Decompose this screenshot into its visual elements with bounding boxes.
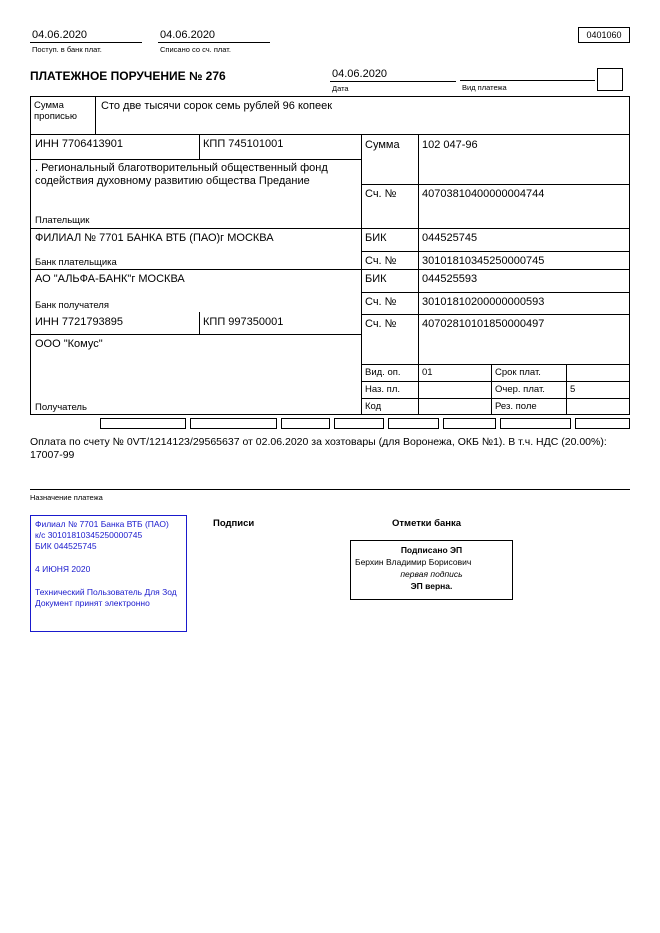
divider bbox=[31, 269, 629, 270]
vid-op-label: Вид. оп. bbox=[365, 367, 401, 378]
divider bbox=[31, 334, 361, 335]
naz-pl-label: Наз. пл. bbox=[365, 384, 400, 395]
purpose-label: Назначение платежа bbox=[30, 493, 103, 502]
sum-label: Сумма bbox=[365, 139, 400, 151]
doc-date-value: 04.06.2020 bbox=[330, 67, 456, 82]
form-field-box bbox=[388, 418, 439, 429]
bank-stamp-status: Документ принят электронно bbox=[35, 598, 150, 608]
payee-inn: ИНН 7721793895 bbox=[35, 316, 124, 328]
payment-order-table bbox=[30, 96, 630, 415]
divider bbox=[566, 364, 567, 414]
divider bbox=[199, 134, 200, 159]
payee-bank-bik-label: БИК bbox=[365, 273, 387, 285]
divider bbox=[361, 251, 629, 252]
esign-stamp bbox=[350, 540, 513, 600]
payee-account-label: Сч. № bbox=[365, 318, 397, 330]
form-field-box bbox=[500, 418, 571, 429]
divider bbox=[361, 398, 629, 399]
payee-name: ООО "Комус" bbox=[35, 338, 103, 350]
payer-kpp: КПП 745101001 bbox=[203, 138, 284, 150]
received-date-value: 04.06.2020 bbox=[30, 28, 142, 43]
divider bbox=[361, 292, 629, 293]
kod-label: Код bbox=[365, 401, 382, 412]
bank-marks-heading: Отметки банка bbox=[392, 518, 462, 529]
payer-bank-label: Банк плательщика bbox=[35, 257, 117, 268]
payer-name: . Региональный благотворительный общественный фонд содействия духовному развитию общества Предание bbox=[35, 162, 328, 187]
payer-inn: ИНН 7706413901 bbox=[35, 138, 124, 150]
bank-stamp-line: к/с 30101810345250000745 bbox=[35, 530, 143, 540]
payer-bank-name: ФИЛИАЛ № 7701 БАНКА ВТБ (ПАО)г МОСКВА bbox=[35, 232, 274, 244]
received-date-field bbox=[30, 28, 142, 54]
divider bbox=[30, 489, 630, 490]
divider bbox=[199, 312, 200, 334]
signatures-heading: Подписи bbox=[213, 518, 255, 529]
divider bbox=[95, 97, 96, 134]
esign-subtitle: первая подпись bbox=[400, 569, 463, 579]
ocher-plat-value: 5 bbox=[570, 384, 576, 395]
vid-op-value: 01 bbox=[422, 367, 433, 378]
purpose-text: Оплата по счету № 0VT/1214123/29565637 от 02.06.2020 за хозтовары (для Воронежа, ОКБ №1). В т.ч. НДС (20.00%): 17007-99 bbox=[30, 436, 607, 461]
payer-label: Плательщик bbox=[35, 215, 90, 226]
divider bbox=[361, 381, 629, 382]
debited-date-label: Списано со сч. плат. bbox=[160, 45, 231, 54]
bank-stamp-line: БИК 044525745 bbox=[35, 541, 97, 551]
divider bbox=[31, 134, 629, 135]
divider bbox=[361, 364, 629, 365]
esign-name: Берхин Владимир Борисович bbox=[355, 557, 472, 567]
payer-bank-bik: 044525745 bbox=[422, 232, 478, 244]
divider bbox=[361, 184, 629, 185]
divider bbox=[491, 364, 492, 414]
form-code-box: 0401060 bbox=[578, 27, 630, 43]
bank-stamp-date: 4 ИЮНЯ 2020 bbox=[35, 564, 91, 574]
bank-stamp-user: Технический Пользователь Для Зод bbox=[35, 587, 177, 597]
amount-words-value: Сто две тысячи сорок семь рублей 96 копеек bbox=[101, 100, 332, 112]
payee-bank-name: АО "АЛЬФА-БАНК"г МОСКВА bbox=[35, 273, 185, 285]
debited-date-field bbox=[158, 28, 270, 54]
ocher-plat-label: Очер. плат. bbox=[495, 384, 545, 395]
esign-title: Подписано ЭП bbox=[400, 545, 463, 555]
payment-kind-field bbox=[460, 67, 595, 92]
divider bbox=[31, 159, 361, 160]
payment-kind-label: Вид платежа bbox=[462, 83, 507, 92]
form-field-box bbox=[443, 418, 496, 429]
form-field-box bbox=[281, 418, 330, 429]
payee-kpp: КПП 997350001 bbox=[203, 316, 284, 328]
bank-stamp-line: Филиал № 7701 Банка ВТБ (ПАО) bbox=[35, 519, 169, 529]
payee-label: Получатель bbox=[35, 402, 87, 413]
payer-bank-account-label: Сч. № bbox=[365, 255, 397, 267]
payer-bank-bik-label: БИК bbox=[365, 232, 387, 244]
divider bbox=[361, 314, 629, 315]
payee-bank-account: 30101810200000000593 bbox=[422, 296, 545, 308]
doc-date-field bbox=[330, 67, 456, 93]
payee-bank-bik: 044525593 bbox=[422, 273, 478, 285]
form-field-box bbox=[100, 418, 186, 429]
payee-bank-account-label: Сч. № bbox=[365, 296, 397, 308]
debited-date-value: 04.06.2020 bbox=[158, 28, 270, 43]
bank-stamp bbox=[30, 515, 187, 632]
payee-bank-label: Банк получателя bbox=[35, 300, 109, 311]
esign-verified: ЭП верна. bbox=[410, 581, 453, 591]
payment-kind-box bbox=[597, 68, 623, 91]
form-field-box bbox=[575, 418, 630, 429]
form-field-box bbox=[190, 418, 277, 429]
received-date-label: Поступ. в банк плат. bbox=[32, 45, 102, 54]
form-field-box bbox=[334, 418, 384, 429]
document-title: ПЛАТЕЖНОЕ ПОРУЧЕНИЕ № 276 bbox=[30, 69, 226, 83]
payer-account-label: Сч. № bbox=[365, 188, 397, 200]
divider bbox=[418, 134, 419, 414]
payee-account: 40702810101850000497 bbox=[422, 318, 545, 330]
rez-pole-label: Рез. поле bbox=[495, 401, 537, 412]
payer-bank-account: 30101810345250000745 bbox=[422, 255, 545, 267]
payer-account: 40703810400000004744 bbox=[422, 188, 545, 200]
doc-date-label: Дата bbox=[332, 84, 349, 93]
sum-value: 102 047-96 bbox=[422, 139, 478, 151]
divider bbox=[31, 228, 629, 229]
payment-kind-value bbox=[460, 67, 595, 81]
srok-plat-label: Срок плат. bbox=[495, 367, 541, 378]
amount-words-label: Сумма прописью bbox=[34, 100, 77, 122]
divider bbox=[361, 134, 362, 414]
